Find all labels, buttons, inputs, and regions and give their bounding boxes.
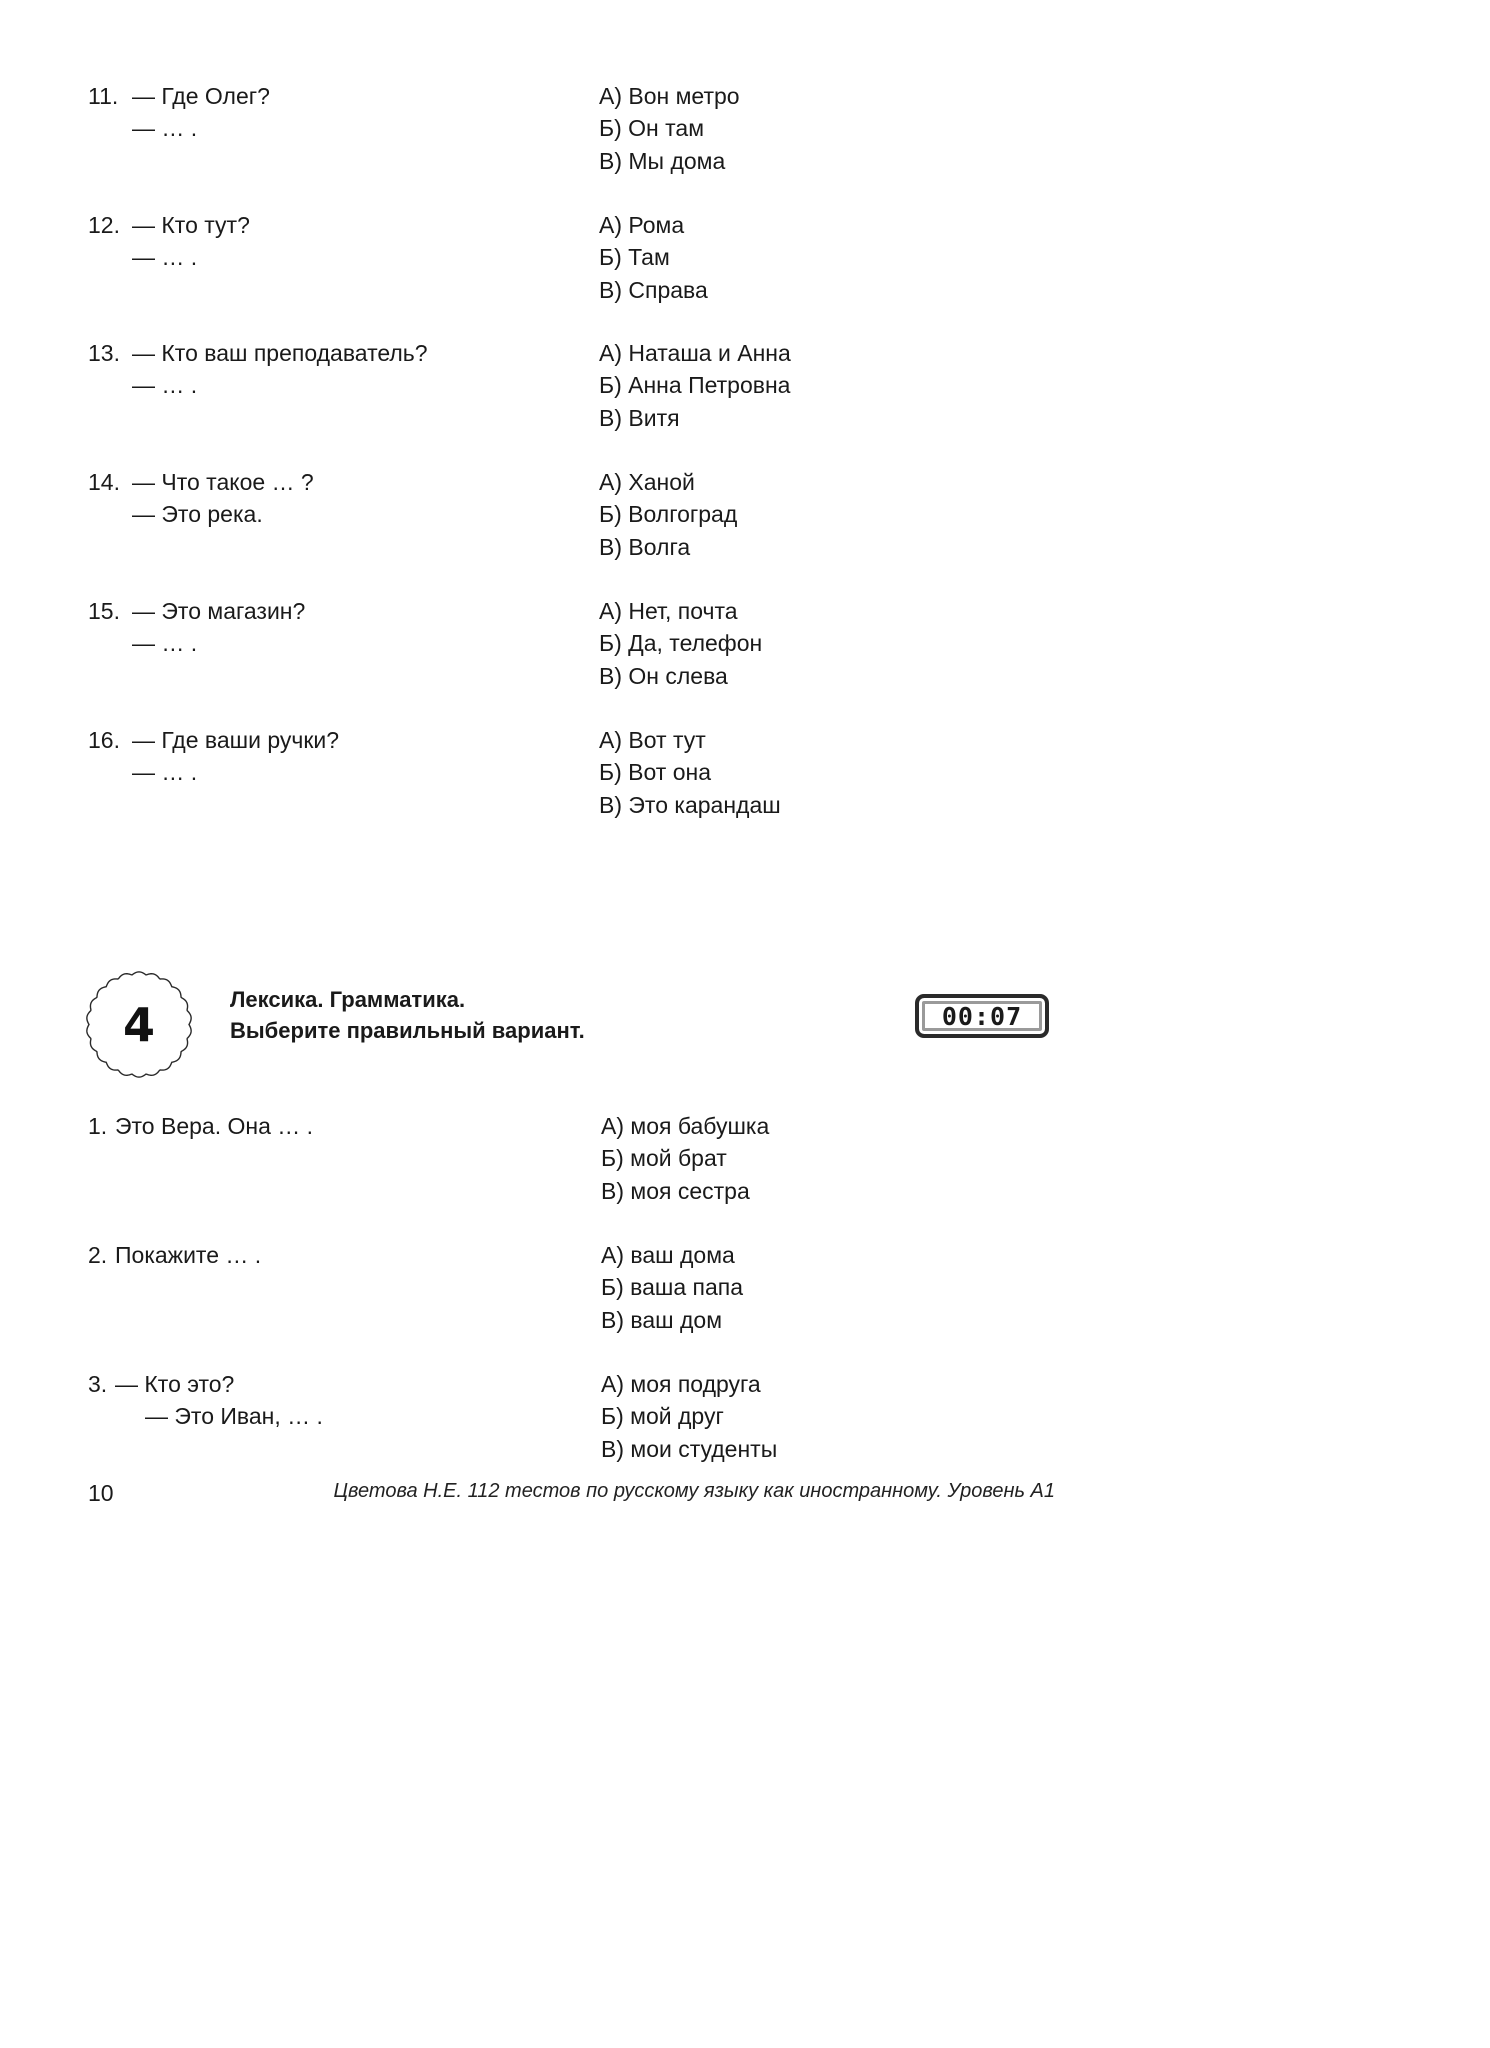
section-number: 4 (122, 998, 156, 1052)
question-14 (88, 466, 314, 530)
question-16 (88, 724, 339, 788)
scalloped-circle-icon (84, 967, 194, 1082)
question-prompt: — Кто ваш преподаватель? (132, 340, 428, 366)
book-citation: Цветова Н.Е. 112 тестов по русскому языку как иностранному. Уровень А1 (333, 1480, 1055, 1502)
options-1 (601, 1110, 769, 1207)
question-prompt: — Где ваши ручки? (132, 727, 340, 753)
option-c[interactable]: В) моя сестра (601, 1177, 750, 1204)
section-title-line-1: Лексика. Грамматика. (230, 987, 466, 1012)
question-answer-line: — … . (132, 630, 198, 656)
question-number: 2. (88, 1242, 108, 1268)
question-prompt: Это Вера. Она … . (115, 1113, 314, 1139)
question-11 (88, 80, 270, 144)
section-title (230, 984, 585, 1046)
timer-text: 00:07 (941, 1001, 1023, 1031)
option-c[interactable]: В) Он слева (599, 662, 728, 689)
option-c[interactable]: В) Мы дома (599, 147, 726, 174)
option-b[interactable]: Б) Вот она (599, 759, 711, 786)
question-number: 3. (88, 1371, 108, 1397)
option-b[interactable]: Б) мой друг (601, 1403, 724, 1430)
question-13 (88, 337, 428, 401)
option-b[interactable]: Б) ваша папа (601, 1274, 744, 1301)
option-c[interactable]: В) Витя (599, 404, 680, 431)
option-a[interactable]: А) ваш дома (601, 1242, 735, 1268)
question-answer-line: — Это Иван, … . (145, 1403, 323, 1429)
question-number: 12. (88, 212, 120, 238)
options-15 (599, 595, 762, 692)
timer-badge (915, 994, 1049, 1038)
option-b[interactable]: Б) мой брат (601, 1145, 727, 1172)
option-a[interactable]: А) Ханой (599, 469, 695, 495)
option-c[interactable]: В) Волга (599, 533, 691, 560)
option-a[interactable]: А) Нет, почта (599, 598, 738, 624)
question-number: 1. (88, 1113, 108, 1139)
question-answer-line: — … . (132, 372, 198, 398)
options-2 (601, 1239, 743, 1336)
option-a[interactable]: А) Наташа и Анна (599, 340, 791, 366)
question-3 (88, 1368, 323, 1432)
option-c[interactable]: В) мои студенты (601, 1435, 778, 1462)
page-number: 10 (88, 1480, 114, 1506)
question-answer-line: — … . (132, 759, 198, 785)
options-13 (599, 337, 791, 434)
question-12 (88, 209, 250, 273)
option-b[interactable]: Б) Он там (599, 115, 705, 142)
option-b[interactable]: Б) Да, телефон (599, 630, 763, 657)
question-number: 11. (88, 83, 119, 109)
question-number: 14. (88, 469, 120, 495)
section-title-line-2: Выберите правильный вариант. (230, 1018, 585, 1043)
question-answer-line: — Это река. (132, 501, 263, 527)
question-prompt: — Где Олег? (132, 83, 270, 109)
options-12 (599, 209, 708, 306)
option-a[interactable]: А) Рома (599, 212, 685, 238)
option-b[interactable]: Б) Анна Петровна (599, 372, 791, 399)
option-c[interactable]: В) Справа (599, 276, 708, 303)
question-prompt: — Что такое … ? (132, 469, 314, 495)
question-number: 13. (88, 340, 120, 366)
option-b[interactable]: Б) Там (599, 244, 670, 271)
question-prompt: Покажите … . (115, 1242, 262, 1268)
question-15 (88, 595, 305, 659)
question-number: 16. (88, 727, 120, 753)
options-14 (599, 466, 737, 563)
question-prompt: — Это магазин? (132, 598, 306, 624)
question-1 (88, 1110, 313, 1142)
question-prompt: — Кто тут? (132, 212, 250, 238)
option-b[interactable]: Б) Волгоград (599, 501, 738, 528)
option-c[interactable]: В) Это карандаш (599, 791, 781, 818)
section-number-badge (84, 967, 194, 1082)
option-a[interactable]: А) Вон метро (599, 83, 740, 109)
option-a[interactable]: А) моя подруга (601, 1371, 761, 1397)
options-3 (601, 1368, 777, 1465)
question-answer-line: — … . (132, 244, 198, 270)
options-11 (599, 80, 740, 177)
option-a[interactable]: А) Вот тут (599, 727, 706, 753)
question-prompt: — Кто это? (115, 1371, 235, 1397)
options-16 (599, 724, 781, 821)
option-a[interactable]: А) моя бабушка (601, 1113, 770, 1139)
question-2 (88, 1239, 261, 1271)
question-answer-line: — … . (132, 115, 198, 141)
question-number: 15. (88, 598, 120, 624)
option-c[interactable]: В) ваш дом (601, 1306, 723, 1333)
